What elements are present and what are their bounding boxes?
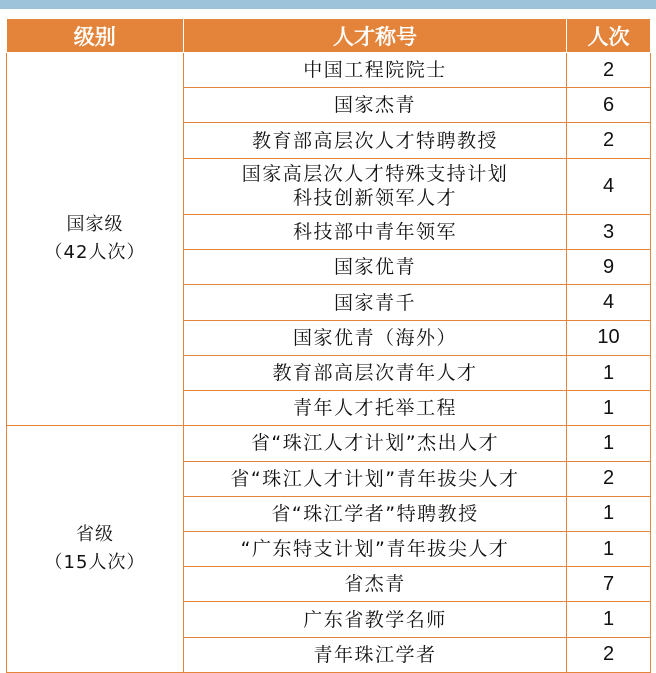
talent-name: 广东省教学名师 xyxy=(184,602,567,637)
talent-name xyxy=(184,158,567,214)
talent-name: 青年人才托举工程 xyxy=(184,391,567,426)
table-row xyxy=(7,53,651,88)
talent-count: 9 xyxy=(567,250,651,285)
talent-table xyxy=(6,18,651,673)
talent-name: 国家优青（海外） xyxy=(184,320,567,355)
talent-name: 国家青千 xyxy=(184,285,567,320)
talent-name-line1: 国家高层次人才特殊支持计划 xyxy=(241,163,509,186)
header-count: 人次 xyxy=(567,19,651,53)
talent-count: 1 xyxy=(567,391,651,426)
talent-count: 1 xyxy=(567,602,651,637)
level-total: （42人次） xyxy=(44,242,146,264)
talent-name: 教育部高层次人才特聘教授 xyxy=(184,123,567,158)
talent-name-line2: 科技创新领军人才 xyxy=(292,187,457,210)
talent-count: 1 xyxy=(567,355,651,390)
table-row xyxy=(7,426,651,461)
level-total: （15人次） xyxy=(44,552,146,574)
talent-count: 4 xyxy=(567,158,651,214)
header-row xyxy=(7,19,651,53)
talent-count: 6 xyxy=(567,88,651,123)
talent-name: 省“珠江人才计划”杰出人才 xyxy=(184,426,567,461)
talent-name: 国家优青 xyxy=(184,250,567,285)
talent-name: 国家杰青 xyxy=(184,88,567,123)
talent-count: 2 xyxy=(567,53,651,88)
talent-name: “广东特支计划”青年拔尖人才 xyxy=(184,531,567,566)
talent-count: 4 xyxy=(567,285,651,320)
talent-count: 1 xyxy=(567,531,651,566)
header-title: 人才称号 xyxy=(184,19,567,53)
talent-count: 3 xyxy=(567,215,651,250)
talent-name: 青年珠江学者 xyxy=(184,637,567,672)
talent-name: 省“珠江人才计划”青年拔尖人才 xyxy=(184,461,567,496)
level-label: 省级 xyxy=(76,524,114,546)
talent-count: 10 xyxy=(567,320,651,355)
header-level: 级别 xyxy=(7,19,184,53)
talent-count: 1 xyxy=(567,426,651,461)
talent-name: 中国工程院院士 xyxy=(184,53,567,88)
level-cell-national xyxy=(7,53,184,426)
talent-count: 2 xyxy=(567,123,651,158)
level-label: 国家级 xyxy=(66,214,124,236)
talent-name: 省“珠江学者”特聘教授 xyxy=(184,496,567,531)
talent-name: 科技部中青年领军 xyxy=(184,215,567,250)
talent-name: 教育部高层次青年人才 xyxy=(184,355,567,390)
talent-count: 1 xyxy=(567,496,651,531)
talent-name: 省杰青 xyxy=(184,567,567,602)
level-cell-provincial xyxy=(7,426,184,673)
talent-count: 2 xyxy=(567,461,651,496)
talent-count: 2 xyxy=(567,637,651,672)
talent-count: 7 xyxy=(567,567,651,602)
